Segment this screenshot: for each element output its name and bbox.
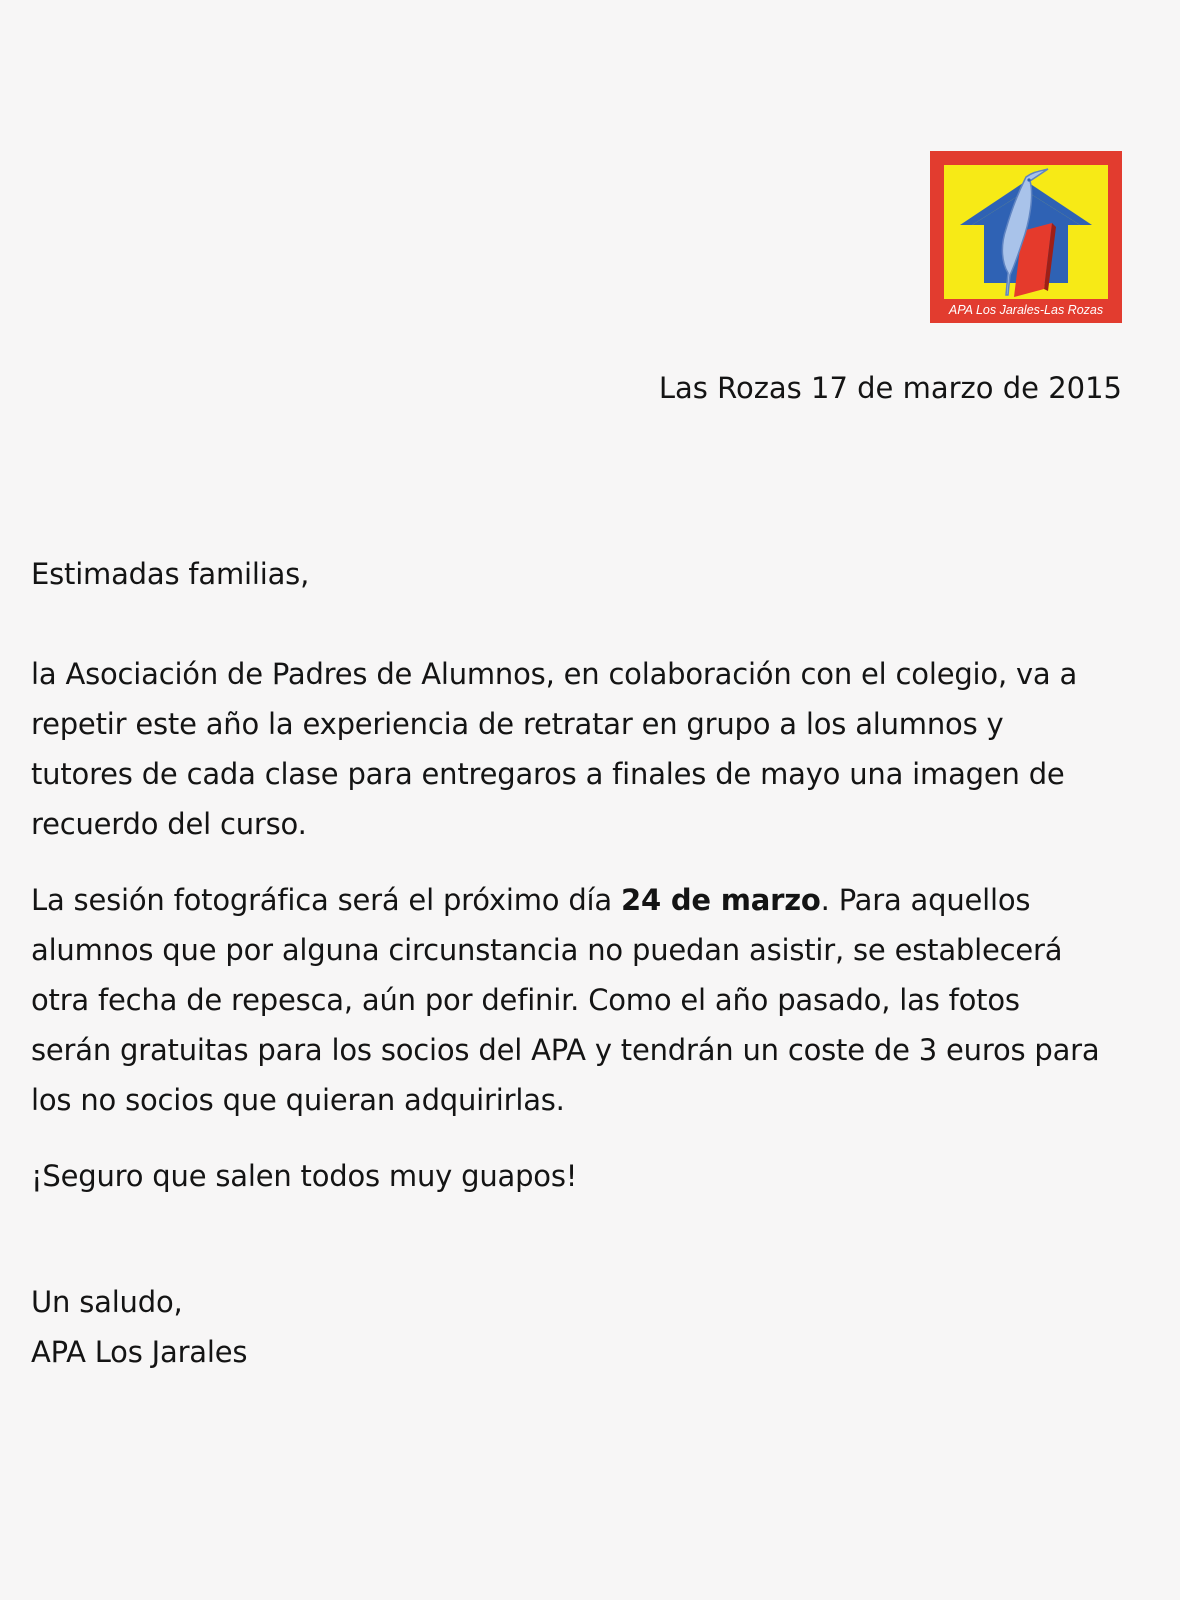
greeting: Estimadas familias, [31, 557, 310, 591]
paragraph-1-line: recuerdo del curso. [31, 807, 307, 841]
letter-date: Las Rozas 17 de marzo de 2015 [658, 371, 1122, 405]
paragraph-1-line: repetir este año la experiencia de retratar en grupo a los alumnos y [31, 707, 1004, 741]
paragraph-3: ¡Seguro que salen todos muy guapos! [31, 1159, 578, 1193]
signature: APA Los Jarales [31, 1335, 248, 1369]
logo-caption: APA Los Jarales-Las Rozas [948, 303, 1104, 317]
paragraph-2-line: los no socios que quieran adquirirlas. [31, 1083, 565, 1117]
paragraph-2-line: alumnos que por alguna circunstancia no puedan asistir, se establecerá [31, 933, 1063, 967]
paragraph-1-line: la Asociación de Padres de Alumnos, en colaboración con el colegio, va a [31, 657, 1078, 691]
paragraph-1 [31, 649, 1143, 849]
session-text: La sesión fotográfica será el próximo día [31, 883, 621, 917]
session-text-after: . Para aquellos [820, 883, 1031, 917]
paragraph-2-first-line [31, 875, 1143, 925]
paragraph-2-line: serán gratuitas para los socios del APA y tendrán un coste de 3 euros para [31, 1033, 1100, 1067]
paragraph-1-line: tutores de cada clase para entregaros a finales de mayo una imagen de [31, 757, 1065, 791]
apa-logo [930, 151, 1122, 323]
letter-body [31, 549, 1143, 1377]
paragraph-2-line: otra fecha de repesca, aún por definir. Como el año pasado, las fotos [31, 983, 1020, 1017]
paragraph-2 [31, 875, 1143, 1125]
session-date: 24 de marzo [620, 883, 821, 917]
closing: Un saludo, [31, 1285, 183, 1319]
